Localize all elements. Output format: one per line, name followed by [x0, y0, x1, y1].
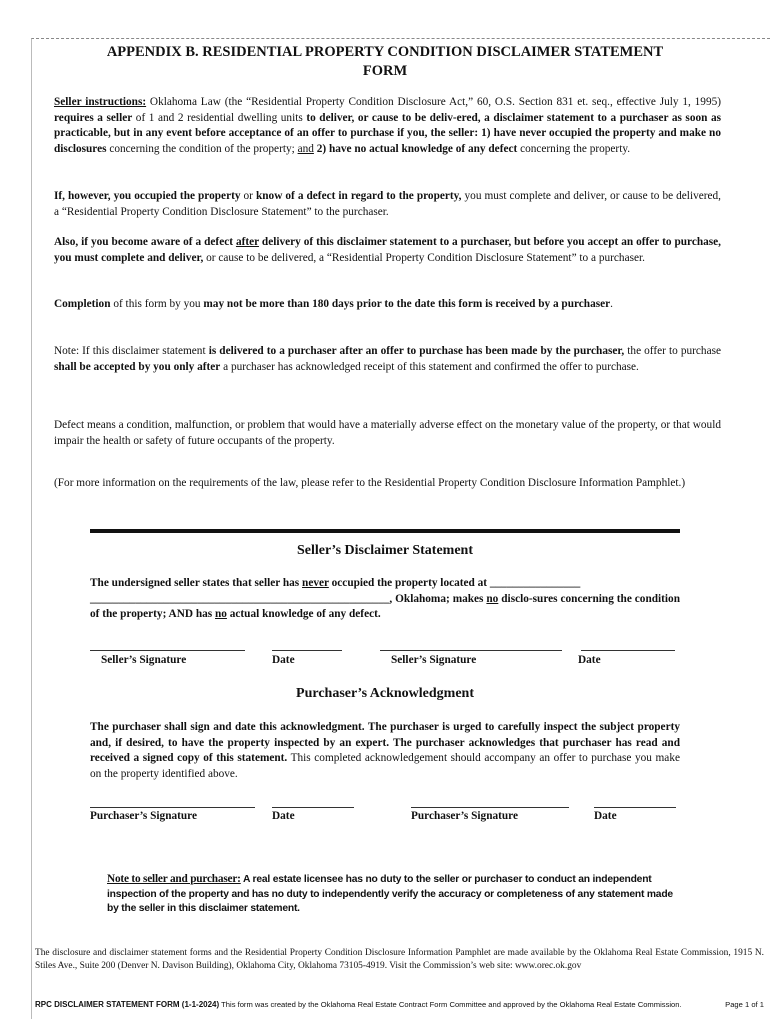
purchaser-date-line-1[interactable]	[272, 807, 354, 808]
text-span: concerning the condition of the property;	[106, 142, 298, 155]
seller-date-label-2: Date	[578, 654, 601, 666]
purchaser-signature-line-2[interactable]	[411, 807, 569, 808]
text-span: delivery of this disclaimer statement to a purchaser, but before you accept an offer to purchase, you must complete and deliver,	[54, 236, 722, 264]
text-span: to deliver, or cause to be deliv-ered, a disclaimer statement to a purchaser as soon as practicable, but in any event before acceptance of an offer to purchase if you, the seller: 1) have never occupied the property and make no disclosures	[54, 111, 722, 155]
commission-disclaimer: The disclosure and disclaimer statement forms and the Residential Property Condition Disclosure Information Pamphlet are made available by the Oklahoma Real Estate Commission, 1915 N. Stiles Ave., Suite 200 (Denver N. Davison Building), Oklahoma City, Oklahoma 73105-4919. Visit the Commission’s web site: www.orec.ok.gov	[35, 948, 764, 971]
text-span: .	[610, 298, 613, 310]
seller-signature-label-1: Seller’s Signature	[101, 654, 187, 666]
seller-section-heading: Seller’s Disclaimer Statement	[297, 543, 473, 558]
text-span: requires a seller	[54, 111, 133, 124]
text-span: after	[235, 236, 259, 248]
text-span: Completion	[54, 298, 111, 310]
text-span: or	[240, 190, 256, 202]
text-span: know of a defect in regard to the property,	[255, 190, 462, 202]
licensee-note	[107, 872, 682, 917]
text-span: may not be more than 180 days prior to the date this form is received by a purchaser	[203, 298, 611, 310]
purchaser-date-label-1: Date	[272, 810, 295, 822]
form-title-line1: APPENDIX B. RESIDENTIAL PROPERTY CONDITION DISCLAIMER STATEMENT	[106, 44, 664, 60]
purchaser-signature-label-2: Purchaser’s Signature	[411, 810, 519, 822]
purchaser-date-line-2[interactable]	[594, 807, 676, 808]
seller-date-line-2[interactable]	[581, 650, 675, 651]
form-title	[60, 43, 710, 81]
text-span: of 1 and 2 residential dwelling units	[132, 111, 307, 124]
text-span: is delivered to a purchaser after an offer to purchase has been made by the purchaser,	[208, 345, 625, 357]
instructions-paragraph-3	[54, 235, 721, 266]
text-span: have no actual knowledge of any defect	[328, 142, 518, 155]
text-span: never	[302, 577, 329, 589]
form-id: RPC DISCLAIMER STATEMENT FORM (1-1-2024)	[35, 1000, 220, 1009]
page-footer	[35, 1000, 764, 1009]
instructions-paragraph-2	[54, 189, 721, 220]
defect-definition: Defect means a condition, malfunction, or problem that would have a materially adverse effect on the monetary value of the property, or that would impair the health or safety of future occupants of the property.	[54, 419, 721, 447]
form-title-line2: FORM	[362, 63, 408, 79]
seller-signature-line-1[interactable]	[90, 650, 245, 651]
section-divider	[90, 529, 680, 533]
text-span: shall be accepted by you only after	[54, 360, 221, 373]
seller-date-line-1[interactable]	[272, 650, 342, 651]
text-span: If, however, you occupied the property	[54, 190, 241, 202]
instructions-paragraph-4	[54, 297, 721, 313]
text-span: a purchaser has acknowledged receipt of this statement and confirmed the offer to purchase.	[220, 360, 639, 373]
text-span: or cause to be delivered, a “Residential Property Condition Disclosure Statement” to a purchaser.	[203, 251, 645, 264]
seller-date-label-1: Date	[272, 654, 295, 666]
text-span: 2)	[313, 142, 329, 155]
text-span: Oklahoma Law (the “Residential Property Condition Disclosure Act,” 60, O.S. Section 831 et. seq., effective July 1, 1995)	[146, 96, 722, 108]
instructions-note	[54, 344, 721, 375]
text-span: and	[297, 142, 314, 155]
text-span: actual knowledge of any defect.	[226, 608, 381, 621]
text-span: you must complete and deliver, or cause to be delivered, a “Residential Property Condition Disclosure Statement” to the purchaser.	[54, 190, 721, 218]
instructions-label: Seller instructions:	[54, 96, 147, 108]
purchaser-date-label-2: Date	[594, 810, 617, 822]
text-span: disclo-sures concerning the condition of the property; AND has	[90, 592, 680, 621]
text-span: the offer to purchase	[624, 345, 721, 357]
text-span: of this form by you	[110, 298, 204, 310]
text-span: This completed acknowledgement should accompany an offer to purchase you make on the property identified above.	[90, 752, 680, 780]
seller-statement	[90, 576, 680, 623]
note-lead: Note to seller and purchaser:	[107, 873, 241, 885]
text-span: Also, if you become aware of a defect	[54, 236, 236, 248]
seller-signature-label-2: Seller’s Signature	[391, 654, 477, 666]
text-span: Note: If this disclaimer statement	[54, 345, 209, 357]
instructions-paragraph-1	[54, 95, 721, 157]
text-span: The purchaser shall sign and date this acknowledgment. The purchaser is urged to carefully inspect the subject property and, if desired, to have the property inspected by an expert. The purchaser acknowledges that purchaser has read and received a signed copy of this statement.	[90, 721, 680, 765]
text-span: A real estate licensee has no duty to the seller or purchaser to conduct an independent inspection of the property and has no duty to independently verify the accuracy or completeness of any statement made by the seller in this disclaimer statement.	[107, 874, 673, 914]
text-span: no	[486, 592, 499, 605]
purchaser-signature-label-1: Purchaser’s Signature	[90, 810, 198, 822]
text-span: _____________________________________________________, Oklahoma; makes	[90, 592, 487, 605]
more-information: (For more information on the requirements of the law, please refer to the Residential Property Condition Disclosure Information Pamphlet.)	[54, 477, 686, 489]
text-span: no	[215, 608, 227, 621]
footer-text: This form was created by the Oklahoma Real Estate Contract Form Committee and approved by the Oklahoma Real Estate Commission.	[219, 1000, 682, 1009]
page-number: Page 1 of 1	[725, 1000, 764, 1009]
purchaser-statement	[90, 720, 680, 782]
purchaser-signature-line-1[interactable]	[90, 807, 255, 808]
purchaser-section-heading: Purchaser’s Acknowledgment	[296, 686, 474, 701]
text-span: The undersigned seller states that seller has	[90, 577, 303, 589]
text-span: occupied the property located at ________________	[328, 577, 581, 589]
text-span: concerning the property.	[517, 142, 631, 155]
seller-signature-line-2[interactable]	[380, 650, 562, 651]
